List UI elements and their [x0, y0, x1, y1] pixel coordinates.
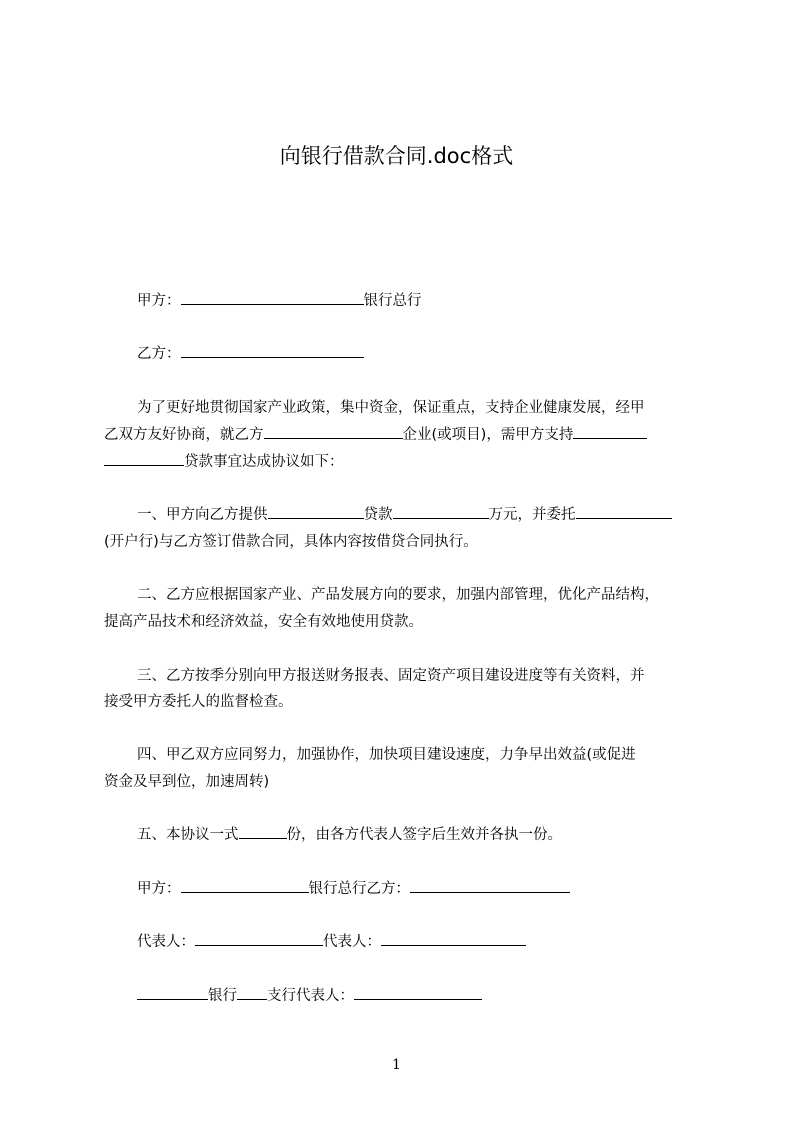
intro-text-2a: 乙双方友好协商，就乙方	[104, 427, 264, 443]
clause-4-line-2	[104, 772, 269, 792]
party-a-line	[137, 291, 422, 311]
party-b-line	[137, 344, 364, 364]
clause-5-text-b: 份，由各方代表人签字后生效并各执一份。	[286, 827, 562, 843]
clause-1-type-blank	[268, 517, 364, 519]
intro-project-blank	[264, 437, 403, 439]
clause-3-line-1	[137, 666, 645, 686]
intro-line-2	[104, 425, 647, 445]
sig-branch-rep-blank	[354, 998, 482, 1000]
page-number: 1	[392, 1057, 401, 1073]
intro-support-blank-b	[104, 464, 184, 466]
sig-bank-blank	[137, 998, 208, 1000]
party-b-label: 乙方：	[137, 346, 181, 362]
clause-1-text-b: 贷款	[363, 507, 393, 523]
intro-line-1	[137, 398, 645, 418]
clause-4-text-a: 四、甲乙双方应同努力，加强协作，加快项目建设速度，力争早出效益(或促进	[137, 747, 636, 763]
party-a-suffix: 银行总行	[363, 293, 422, 309]
clause-5-text-a: 五、本协议一式	[137, 827, 239, 843]
clause-1-text-a: 一、甲方向乙方提供	[137, 507, 268, 523]
clause-1-bank-blank	[576, 517, 672, 519]
clause-1-line-2	[104, 532, 478, 552]
signature-line-1	[137, 879, 570, 899]
clause-1-line-1	[137, 505, 672, 525]
document-title: 向银行借款合同.doc格式	[279, 144, 514, 168]
sig-rep-a-label: 代表人：	[137, 934, 195, 950]
clause-2-text-a: 二、乙方应根据国家产业、产品发展方向的要求，加强内部管理，优化产品结构，	[137, 587, 659, 603]
intro-line-3	[104, 452, 344, 472]
clause-3-text-a: 三、乙方按季分别向甲方报送财务报表、固定资产项目建设进度等有关资料，并	[137, 668, 645, 684]
party-a-label: 甲方：	[137, 293, 181, 309]
intro-support-blank-a	[573, 437, 647, 439]
intro-text-1: 为了更好地贯彻国家产业政策，集中资金，保证重点，支持企业健康发展，经甲	[137, 400, 645, 416]
sig-party-b-label: 银行总行乙方：	[308, 881, 410, 897]
clause-4-text-b: 资金及早到位，加速周转)	[104, 774, 270, 790]
clause-3-text-b: 接受甲方委托人的监督检查。	[104, 694, 293, 710]
sig-party-b-blank	[410, 891, 570, 893]
signature-line-2	[137, 932, 526, 952]
clause-1-amount-blank	[393, 517, 489, 519]
sig-branch-blank	[237, 998, 267, 1000]
clause-1-text-d: (开户行)与乙方签订借款合同，具体内容按借贷合同执行。	[104, 534, 478, 550]
clause-5-copies-blank	[239, 837, 287, 839]
clause-1-text-c: 万元，并委托	[488, 507, 576, 523]
clause-3-line-2	[104, 692, 293, 712]
clause-5-line	[137, 825, 562, 845]
party-a-blank	[181, 303, 364, 305]
sig-rep-b-label: 代表人：	[323, 934, 381, 950]
sig-branch-rep-label: 支行代表人：	[267, 988, 354, 1004]
clause-4-line-1	[137, 745, 636, 765]
clause-2-line-1	[137, 585, 659, 605]
clause-2-line-2	[104, 612, 423, 632]
sig-rep-a-blank	[195, 944, 323, 946]
intro-text-2b: 企业(或项目)，需甲方支持	[402, 427, 574, 443]
signature-line-3	[137, 986, 482, 1006]
party-b-blank	[181, 356, 364, 358]
intro-text-3: 贷款事宜达成协议如下：	[184, 454, 344, 470]
clause-2-text-b: 提高产品技术和经济效益，安全有效地使用贷款。	[104, 614, 423, 630]
sig-party-a-label: 甲方：	[137, 881, 181, 897]
sig-rep-b-blank	[381, 944, 526, 946]
sig-party-a-blank	[181, 891, 309, 893]
sig-bank-label: 银行	[208, 988, 237, 1004]
